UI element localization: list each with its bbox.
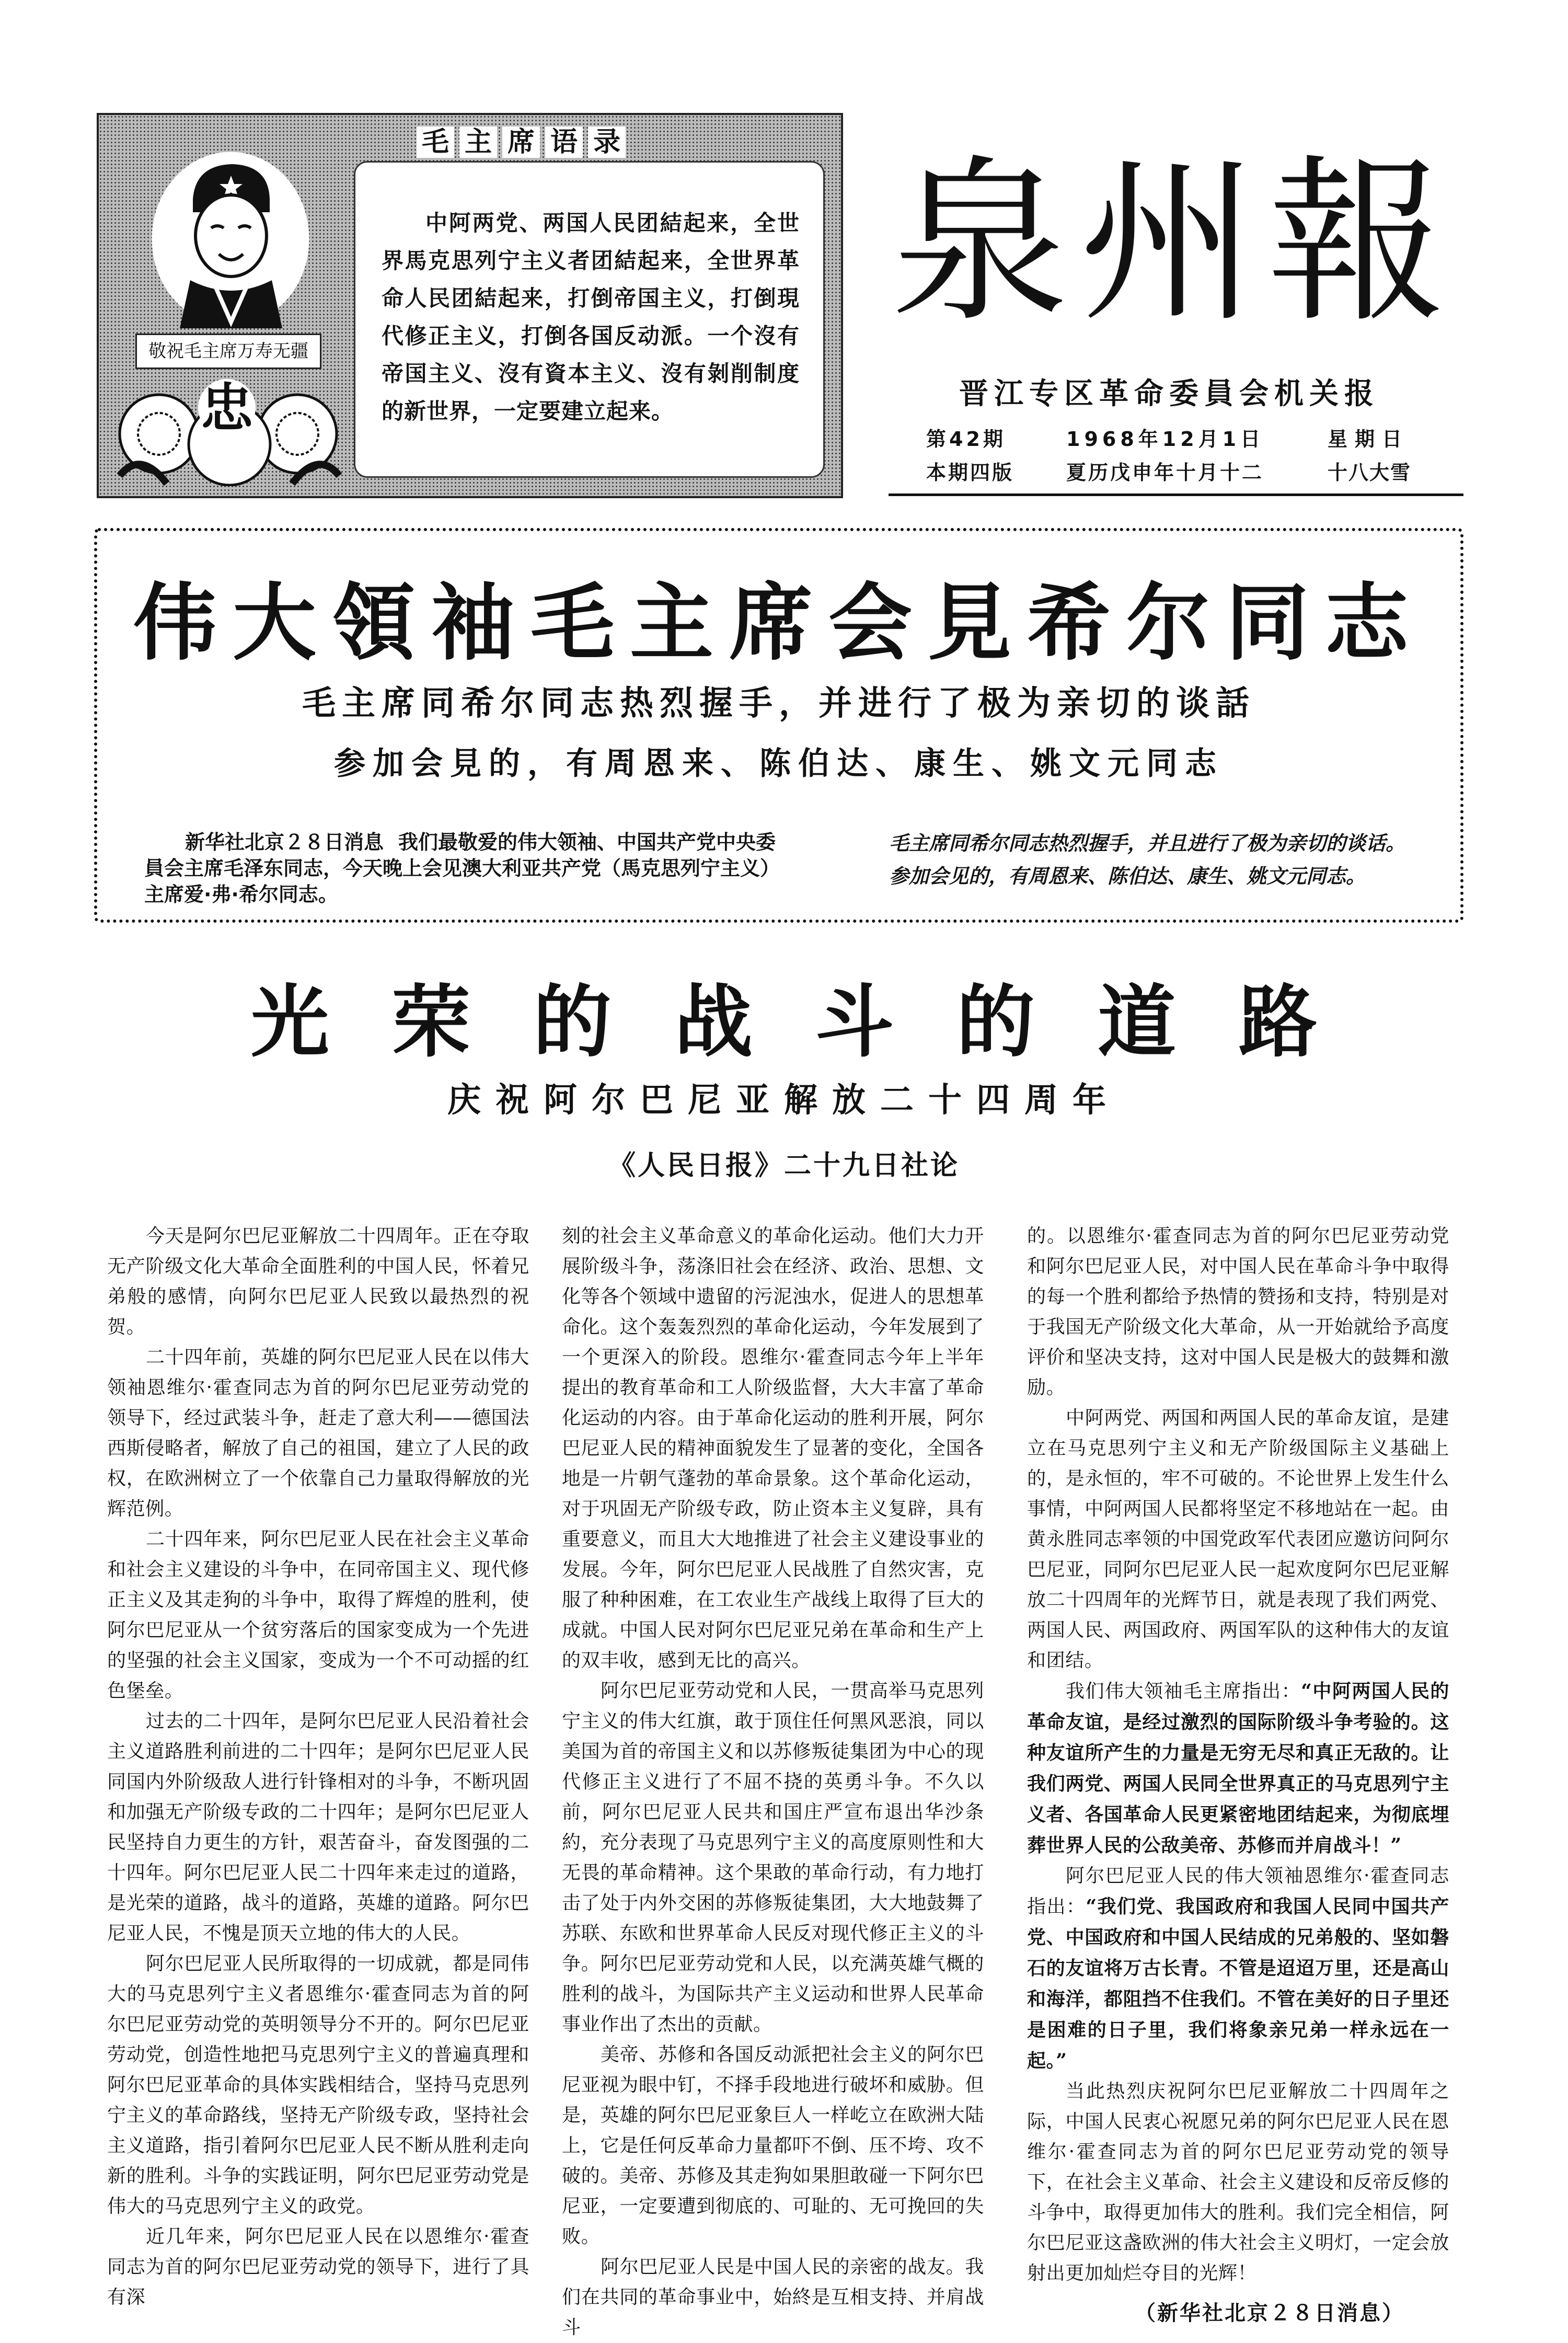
lead-story-box [94,528,1463,923]
quotation-heading-char: 席 [502,127,540,158]
solar-term: 十八大雪 [1328,461,1412,484]
editorial-title: 光荣的战斗的道路 [250,976,1380,1068]
paragraph: 阿尔巴尼亚劳动党和人民，一贯高举马克思列宁主义的伟大红旗，敢于顶住任何黑风恶浪，同以美国为首的帝国主义和以苏修叛徒集团为中心的现代修正主义进行了不屈不挠的英勇斗争。不久以前，阿尔巴尼亚人民共和国庄严宣布退出华沙条約，充分表现了马克思列宁主义的高度原则性和大无畏的革命精神。这个果敢的革命行动，有力地打击了处于内外交困的苏修叛徒集团，大大地鼓舞了苏联、东欧和世界革命人民反对现代修正主义的斗争。阿尔巴尼亚劳动党和人民，以充满英雄气概的胜利的战斗，为国际共产主义运动和世界人民革命事业作出了杰出的贡献。 [562,1680,984,2035]
paragraph-quote [1027,1861,1449,2076]
lunar-date: 夏历戊申年十月十二 [1066,461,1264,484]
publication-date: 1968年12月1日 [1066,428,1265,451]
newspaper-masthead: 泉州報 [891,140,1456,347]
longevity-banner: 敬祝毛主席万寿无疆 [135,334,321,369]
quotation-heading-char: 语 [545,127,583,158]
masthead-subtitle: 晋江专区革命委員会机关报 [959,377,1379,411]
paragraph: 阿尔巴尼亚人民所取得的一切成就，都是同伟大的马克思列宁主义者恩维尔·霍查同志为首的阿尔巴尼亚劳动党的英明领导分不开的。阿尔巴尼亚劳动党，创造性地把马克思列宁主义的普遍真理和阿尔巴尼亚革命的具体实践相结合，坚持马克思列宁主义的革命路线，坚持无产阶级专政，坚持社会主义道路，指引着阿尔巴尼亚人民不断从胜利走向新的胜利。斗争的实践证明，阿尔巴尼亚劳动党是伟大的马克思列宁主义的政党。 [107,1953,529,2217]
loyalty-emblem: 忠 [198,379,256,437]
quotation-heading [417,127,626,158]
article-column-1 [107,1221,529,2313]
paragraph: 二十四年前，英雄的阿尔巴尼亚人民在以伟大领袖恩维尔·霍查同志为首的阿尔巴尼亚劳动党的领导下，经过武装斗争，赶走了意大利——德国法西斯侵略者，解放了自己的祖国，建立了人民的政权，在欧洲树立了一个依靠自己力量取得解放的光辉范例。 [107,1347,529,1520]
article-column-3 [1027,1221,1449,2326]
quotation-text: 中阿两党、两国人民团結起来，全世界馬克思列宁主义者团結起来，全世界革命人民团結起来，打倒帝国主义，打倒現代修正主义，打倒各国反动派。一个沒有帝国主义、沒有資本主义、沒有剝削制度的新世界，一定要建立起来。 [382,210,800,424]
paragraph: 今天是阿尔巴尼亚解放二十四周年。正在夺取无产阶级文化大革命全面胜利的中国人民，怀着兄弟般的感情，向阿尔巴尼亚人民致以最热烈的祝贺。 [107,1225,529,1338]
editorial-source: 《人民日报》二十九日社论 [608,1150,960,1181]
lead-story-summary [889,829,1433,895]
quotation-heading-char: 主 [459,127,497,158]
chairman-quotation-box [97,113,843,498]
paragraph: 二十四年来，阿尔巴尼亚人民在社会主义革命和社会主义建设的斗争中，在同帝国主义、现代修正主义及其走狗的斗争中，取得了辉煌的胜利，使阿尔巴尼亚从一个贫穷落后的国家变成为一个先进的坚强的社会主义国家，变成为一个不可动摇的红色堡垒。 [107,1529,529,1702]
paragraph: 中阿两党、两国和两国人民的革命友谊，是建立在马克思列宁主义和无产阶级国际主义基础上的，是永恒的，牢不可破的。不论世界上发生什么事情，中阿两国人民都将坚定不移地站在一起。由黄永胜同志率领的中国党政军代表团应邀访问阿尔巴尼亚，同阿尔巴尼亚人民一起欢度阿尔巴尼亚解放二十四周年的光辉节日，就是表现了我们两党、两国人民、两国政府、两国军队的这种伟大的友谊和团结。 [1027,1407,1449,1671]
lead-subhead: 毛主席同希尔同志热烈握手，并进行了极为亲切的谈話 [302,684,1255,723]
editorial-subtitle: 庆祝阿尔巴尼亚解放二十四周年 [447,1081,1121,1120]
paragraph: 美帝、苏修和各国反动派把社会主义的阿尔巴尼亚视为眼中钉，不择手段地进行破坏和威胁。但是，英雄的阿尔巴尼亚象巨人一样屹立在欧洲大陆上，它是任何反革命力量都吓不倒、压不垮、攻不破的。美帝、苏修及其走狗如果胆敢碰一下阿尔巴尼亚，一定要遭到彻底的、可耻的、无可挽回的失败。 [562,2044,984,2247]
paragraph: 过去的二十四年，是阿尔巴尼亚人民沿着社会主义道路胜利前进的二十四年；是阿尔巴尼亚人民同国内外阶级敌人进行针锋相对的斗争，不断巩固和加强无产阶级专政的二十四年；是阿尔巴尼亚人民坚持自力更生的方针，艰苦奋斗，奋发图强的二十四年。阿尔巴尼亚人民二十四年来走过的道路，是光荣的道路，战斗的道路，英雄的道路。阿尔巴尼亚人民，不愧是顶天立地的伟大的人民。 [107,1710,529,1944]
news-text: 参加会见的，有周恩来、陈伯达、康生、姚文元同志。 [889,865,1366,888]
quotation-heading-char: 毛 [417,127,454,158]
lead-headline: 伟大領袖毛主席会見希尔同志 [133,574,1424,672]
page-count: 本期四版 [926,461,1014,484]
weekday: 星期日 [1328,428,1410,451]
news-dateline: 新华社北京２８日消息 [185,831,384,854]
lead-subhead: 参加会見的，有周恩来、陈伯达、康生、姚文元同志 [334,745,1224,782]
issue-number: 第42期 [926,428,1006,451]
quote-attribution: 阿尔巴尼亚人民的伟大领袖恩维尔·霍查同志指出： [1027,1865,1449,1917]
paragraph: 近几年来，阿尔巴尼亚人民在以恩维尔·霍查同志为首的阿尔巴尼亚劳动党的领导下，进行了具有深 [107,2226,529,2308]
paragraph: 阿尔巴尼亚人民是中国人民的亲密的战友。我们在共同的革命事业中，始終是互相支持、并肩战斗 [562,2256,984,2338]
quote-attribution: 我们伟大领袖毛主席指出： [1066,1681,1301,1702]
paragraph-quote [1027,1676,1449,1861]
quotation-heading-char: 录 [588,127,626,158]
quotation-panel [354,161,825,478]
news-text: 毛主席同希尔同志热烈握手，并且进行了极为亲切的谈话。 [889,832,1406,855]
hoxha-quotation: “我们党、我国政府和我国人民同中国共产党、中国政府和中国人民结成的兄弟般的、坚如磐石的友谊将万古长青。不管是迢迢万里，还是高山和海洋，都阻挡不住我们。不管在美好的日子里还是困难的日子里，我们将象亲兄弟一样永远在一起。” [1027,1896,1449,2072]
mao-quotation: “中阿两国人民的革命友谊，是经过激烈的国际阶级斗争考验的。这种友谊所产生的力量是无穷无尽和真正无敌的。让我们两党、两国人民同全世界真正的马克思列宁主义者、各国革命人民更紧密地团结起来，为彻底埋葬世界人民的公敌美帝、苏修而并肩战斗！” [1027,1680,1449,1856]
portrait-illustration [148,150,313,328]
lead-story-body [144,829,782,908]
article-column-2 [562,1221,984,2343]
paragraph: 刻的社会主义革命意义的革命化运动。他们大力开展阶级斗争，荡涤旧社会在经济、政治、思想、文化等各个领域中遗留的污泥浊水，促进人的思想革命化。这个轰轰烈烈的革命化运动，今年发展到了一个更深入的阶段。恩维尔·霍查同志今年上半年提出的教育革命和工人阶级监督，大大丰富了革命化运动的内容。由于革命化运动的胜利开展，阿尔巴尼亚人民的精神面貌发生了显著的变化，全国各地是一片朝气蓬勃的革命景象。这个革命化运动，对于巩固无产阶级专政，防止资本主义复辟，具有重要意义，而且大大地推进了社会主义建设事业的发展。今年，阿尔巴尼亚人民战胜了自然灾害，克服了种种困难，在工农业生产战线上取得了巨大的成就。中国人民对阿尔巴尼亚兄弟在革命和生产上的双丰收，感到无比的高兴。 [562,1225,984,1671]
news-text: 我们最敬爱的伟大领袖、中国共产党中央委員会主席毛泽东同志，今天晚上会见澳大利亚共产党（馬克思列宁主义）主席爱·弗·希尔同志。 [144,831,780,906]
masthead-divider [889,493,1463,496]
paragraph: 的。以恩维尔·霍查同志为首的阿尔巴尼亚劳动党和阿尔巴尼亚人民，对中国人民在革命斗争中取得的每一个胜利都给予热情的赞扬和支持，特别是对于我国无产阶级文化大革命，从一开始就给予高度评价和坚决支持，这对中国人民是极大的鼓舞和激励。 [1027,1225,1449,1398]
article-dateline: （新华社北京２８日消息） [1135,2301,1404,2325]
paragraph: 当此热烈庆祝阿尔巴尼亚解放二十四周年之际，中国人民衷心祝愿兄弟的阿尔巴尼亚人民在恩维尔·霍查同志为首的阿尔巴尼亚劳动党的领导下，在社会主义革命、社会主义建设和反帝反修的斗争中，取得更加伟大的胜利。我们完全相信，阿尔巴尼亚这盏欧洲的伟大社会主义明灯，一定会放射出更加灿烂夺目的光辉！ [1027,2081,1449,2284]
